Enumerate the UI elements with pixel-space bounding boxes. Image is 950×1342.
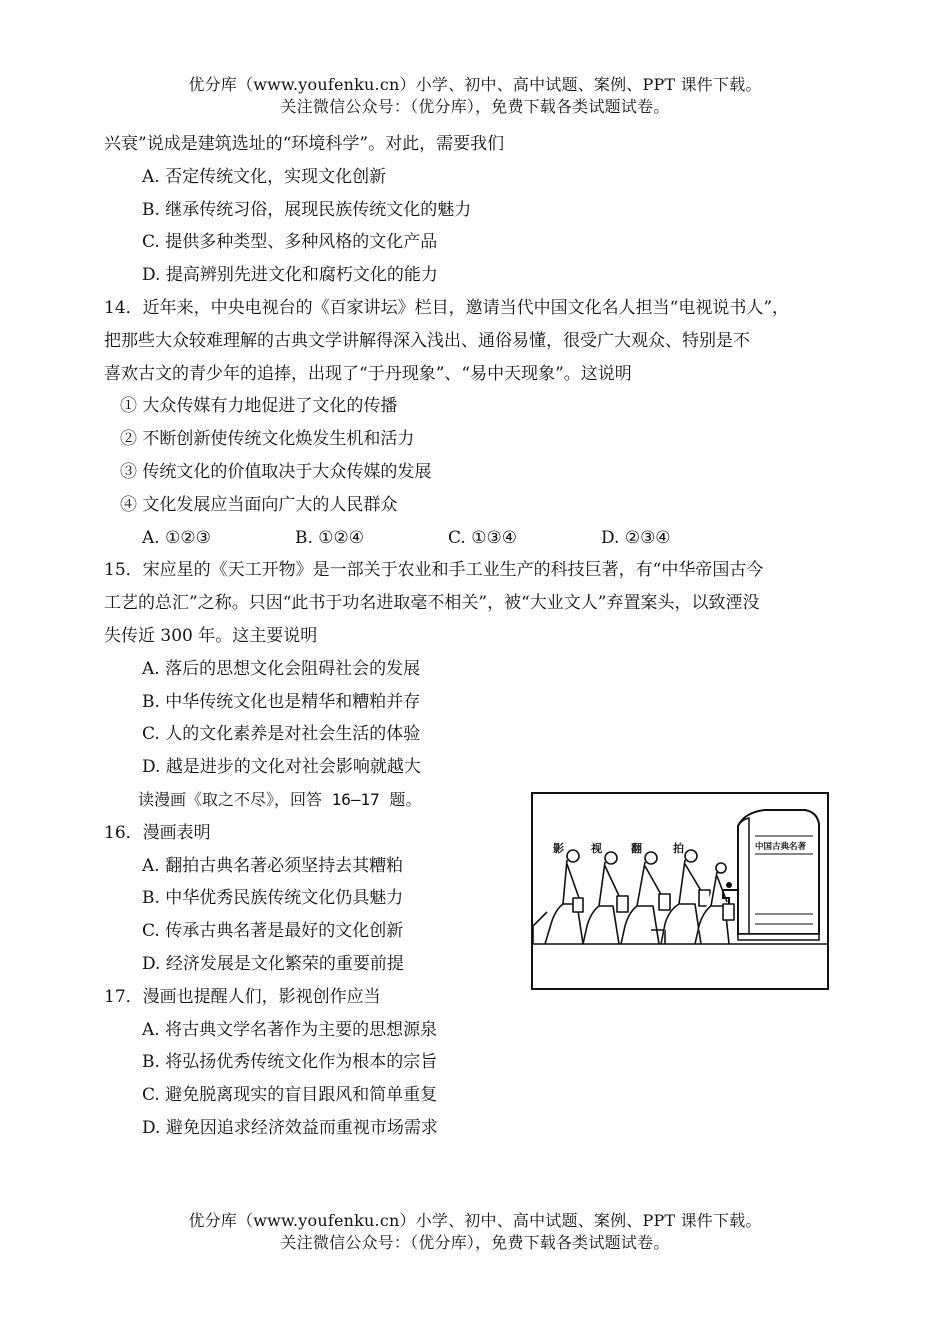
q15-option-a: A. 落后的思想文化会阻碍社会的发展 bbox=[142, 658, 421, 679]
page-header bbox=[0, 74, 950, 118]
q15-stem-line-3: 失传近 300 年。这主要说明 bbox=[104, 625, 318, 646]
q13-option-a: A. 否定传统文化，实现文化创新 bbox=[142, 166, 387, 187]
cartoon-label-3: 翻 bbox=[631, 842, 642, 855]
q17-option-c: C. 避免脱离现实的盲目跟风和简单重复 bbox=[142, 1085, 438, 1106]
q13-stem: 兴衰”说成是建筑选址的“环境科学”。对此，需要我们 bbox=[104, 134, 505, 154]
q15-stem-line-1: 15．宋应星的《天工开物》是一部关于农业和手工业生产的科技巨著，有“中华帝国古今 bbox=[104, 560, 764, 581]
q17-stem: 17．漫画也提醒人们，影视创作应当 bbox=[104, 986, 381, 1007]
cartoon-label-1: 影 bbox=[553, 842, 564, 855]
q13-option-c: C. 提供多种类型、多种风格的文化产品 bbox=[142, 232, 438, 253]
cartoon-illustration bbox=[531, 792, 829, 990]
cartoon-label-4: 拍 bbox=[673, 842, 684, 855]
q15-option-d: D. 越是进步的文化对社会影响就越大 bbox=[142, 757, 421, 778]
q15-option-b: B. 中华传统文化也是精华和糟粕并存 bbox=[142, 691, 421, 712]
q16-option-d: D. 经济发展是文化繁荣的重要前提 bbox=[142, 953, 404, 974]
footer-line-1: 优分库（www.youfenku.cn）小学、初中、高中试题、案例、PPT 课件下载。 bbox=[188, 1211, 762, 1230]
question-content bbox=[104, 128, 856, 1145]
q14-stem-line-2: 把那些大众较难理解的古典文学讲解得深入浅出、通俗易懂，很受广大观众、特别是不 bbox=[104, 330, 750, 351]
q14-stem-line-3: 喜欢古文的青少年的追捧，出现了“于丹现象”、“易中天现象”。这说明 bbox=[104, 363, 632, 384]
q15-option-c: C. 人的文化素养是对社会生活的体验 bbox=[142, 724, 421, 745]
q17-option-b: B. 将弘扬优秀传统文化作为根本的宗旨 bbox=[142, 1052, 438, 1073]
q16-option-c: C. 传承古典名著是最好的文化创新 bbox=[142, 921, 404, 942]
cartoon-label-2: 视 bbox=[591, 842, 602, 855]
book bbox=[723, 810, 819, 940]
q14-statement-4: ④ 文化发展应当面向广大的人民群众 bbox=[120, 494, 398, 515]
header-line-1: 优分库（www.youfenku.cn）小学、初中、高中试题、案例、PPT 课件下载。 bbox=[188, 75, 762, 94]
footer-line-2: 关注微信公众号：（优分库），免费下载各类试题试卷。 bbox=[280, 1233, 670, 1252]
cartoon-drawing bbox=[533, 794, 827, 988]
q14-choice-c: C. ①③④ bbox=[448, 527, 517, 548]
q15-stem-line-2: 工艺的总汇”之称。只因“此书于功名进取毫不相关”，被“大业文人”弃置案头，以致湮没 bbox=[104, 593, 760, 614]
q16-option-a: A. 翻拍古典名著必须坚持去其糟粕 bbox=[142, 855, 404, 876]
book-title: 中国古典名著 bbox=[755, 842, 807, 852]
q17-option-d: D. 避免因追求经济效益而重视市场需求 bbox=[142, 1117, 438, 1138]
q14-choice-b: B. ①②④ bbox=[295, 527, 365, 548]
figure-2 bbox=[583, 852, 628, 944]
q14-choices bbox=[104, 522, 856, 555]
cartoon-intro: 读漫画《取之不尽》，回答 16—17 题。 bbox=[138, 789, 422, 809]
header-line-2: 关注微信公众号：（优分库），免费下载各类试题试卷。 bbox=[280, 97, 670, 116]
q14-choice-d: D. ②③④ bbox=[601, 527, 671, 548]
page-footer bbox=[0, 1210, 950, 1254]
q16-stem: 16．漫画表明 bbox=[104, 822, 211, 843]
q14-statement-3: ③ 传统文化的价值取决于大众传媒的发展 bbox=[120, 461, 432, 482]
q13-option-b: B. 继承传统习俗，展现民族传统文化的魅力 bbox=[142, 199, 472, 220]
q14-choice-a: A. ①②③ bbox=[142, 527, 211, 548]
figures bbox=[533, 850, 734, 944]
q14-statement-1: ① 大众传媒有力地促进了文化的传播 bbox=[120, 396, 398, 417]
q14-stem-line-1: 14．近年来，中央电视台的《百家讲坛》栏目，邀请当代中国文化名人担当“电视说书人”， bbox=[104, 297, 790, 318]
q13-option-d: D. 提高辨别先进文化和腐朽文化的能力 bbox=[142, 265, 438, 286]
figure-1 bbox=[533, 850, 583, 944]
q17-option-a: A. 将古典文学名著作为主要的思想源泉 bbox=[142, 1019, 438, 1040]
q14-statement-2: ② 不断创新使传统文化焕发生机和活力 bbox=[120, 429, 415, 450]
q16-option-b: B. 中华优秀民族传统文化仍具魅力 bbox=[142, 888, 404, 909]
